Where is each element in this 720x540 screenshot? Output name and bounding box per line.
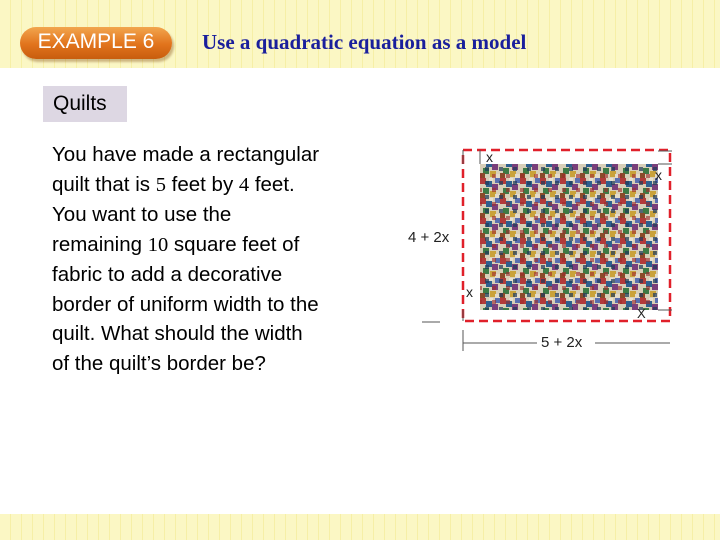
label-right-x: x — [655, 167, 662, 183]
label-bottom-x: X — [637, 306, 646, 321]
problem-line: remaining 10 square feet of — [52, 232, 300, 256]
problem-line: You have made a rectangular — [52, 143, 320, 166]
page-title: Use a quadratic equation as a model — [202, 30, 527, 54]
problem-line: quilt that is 5 feet by 4 feet. — [52, 172, 295, 196]
problem-line: You want to use the — [52, 203, 232, 226]
problem-line: quilt. What should the width — [52, 322, 303, 345]
topic-label: Quilts — [43, 86, 127, 122]
quilt-diagram — [400, 138, 690, 358]
label-width: 5 + 2x — [541, 334, 583, 351]
example-badge-label: EXAMPLE 6 — [37, 30, 155, 53]
label-top-x: x — [486, 149, 493, 165]
problem-line: of the quilt’s border be? — [52, 351, 266, 375]
example-badge — [20, 27, 172, 59]
quilt-image — [480, 164, 658, 310]
problem-line: border of uniform width to the — [52, 292, 319, 316]
problem-statement — [52, 140, 402, 378]
label-height: 4 + 2x — [408, 229, 450, 246]
footer-band — [0, 514, 720, 540]
label-left-x: x — [466, 284, 473, 300]
problem-line: fabric to add a decorative — [52, 263, 283, 286]
